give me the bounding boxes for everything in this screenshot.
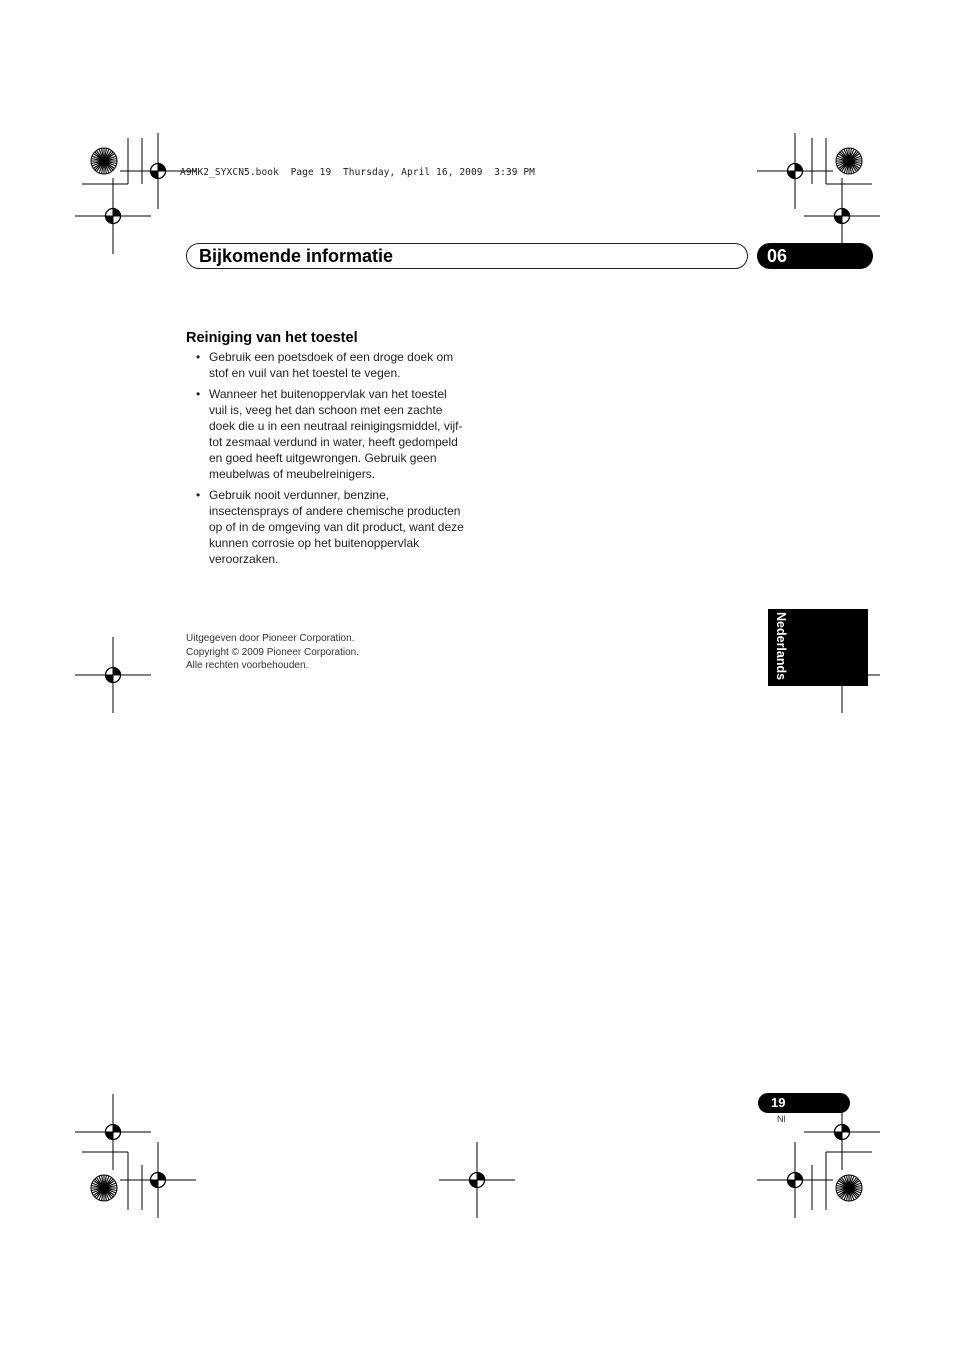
page-language-code: Nl [777,1114,786,1124]
chapter-title: Bijkomende informatie [199,246,394,266]
imprint [186,632,359,673]
imprint-publisher: Uitgegeven door Pioneer Corporation. [186,633,355,644]
list-item: • Gebruik een poetsdoek of een droge doek om stof en vuil van het toestel te vegen. [186,349,466,381]
imprint-copyright: Copyright © 2009 Pioneer Corporation. [186,646,360,658]
cleaning-instructions-list [186,349,466,572]
list-item: • Wanneer het buitenoppervlak van het toestel vuil is, veeg het dan schoon met een zachte doek die u in een neutraal reinigingsmiddel, vijf- tot zesmaal verdund in water, heeft gedompeld en goed heeft uitgewrongen. Gebruik geen meubelwas of meubelreinigers. [186,386,466,482]
print-job-info: A9MK2_SYXCN5.book Page 19 Thursday, April 16, 2009 3:39 PM [180,167,535,178]
page-number: 19 [771,1095,786,1110]
section-heading: Reiniging van het toestel [186,330,358,346]
chapter-number: 06 [767,246,788,266]
list-item: • Gebruik nooit verdunner, benzine, insectensprays of andere chemische producten op of in de omgeving van dit product, want deze kunnen corrosie op het buitenoppervlak veroorzaken. [186,487,466,567]
language-tab-label: Nederlands [774,612,788,681]
imprint-rights: Alle rechten voorbehouden. [186,660,309,671]
